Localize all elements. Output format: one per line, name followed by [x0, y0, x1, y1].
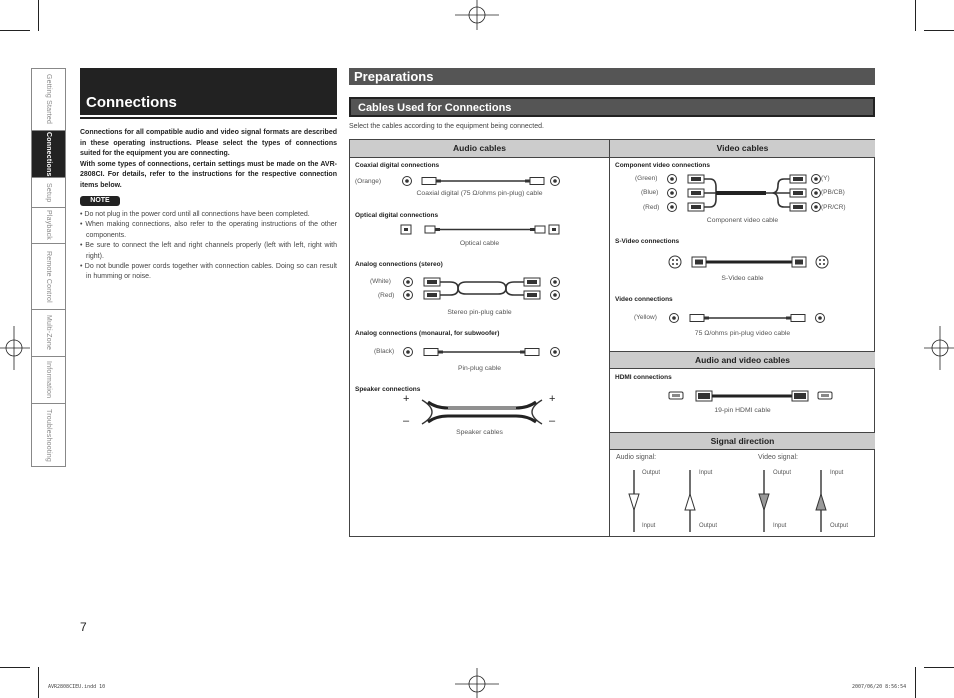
- list-item: • Be sure to connect the left and right channels properly (left with left, right with right).: [80, 242, 337, 260]
- audio-output-label-2: Output: [699, 523, 718, 529]
- component-pr: (PR/CR): [821, 204, 846, 211]
- audio-signal-label: Audio signal:: [616, 454, 657, 461]
- tab-label: Remote Control: [45, 250, 52, 303]
- tab-label: Playback: [45, 210, 52, 241]
- registration-mark-right: [924, 326, 954, 370]
- registration-mark-bottom: [455, 668, 499, 698]
- crop-mark: [924, 667, 954, 668]
- stereo-cable-diagram: [402, 276, 562, 302]
- optical-label: Optical digital connections: [355, 212, 439, 219]
- cables-header: [349, 97, 875, 117]
- list-item: • Do not bundle power cords together with connection cables. Doing so can result in humming or noise.: [80, 263, 337, 281]
- optical-cable-diagram: [400, 224, 570, 236]
- stereo-caption: Stereo pin-plug cable: [447, 309, 512, 316]
- tab-troubleshooting[interactable]: [31, 404, 66, 467]
- av-cables-header: Audio and video cables: [610, 351, 875, 369]
- video-output-label-2: Output: [830, 523, 849, 529]
- coaxial-cable-diagram: [400, 174, 570, 188]
- composite-color: (Yellow): [634, 314, 657, 321]
- composite-label: Video connections: [615, 296, 673, 303]
- intro-paragraph: With some types of connections, certain settings must be made on the AVR-2808CI. For details, refer to the instructions for the respective connection items below.: [80, 160, 337, 189]
- audio-input-label-2: Input: [642, 523, 656, 529]
- crop-mark: [915, 0, 916, 31]
- crop-mark: [38, 0, 39, 31]
- crop-mark: [0, 30, 30, 31]
- mono-cable-diagram: [402, 345, 562, 359]
- video-input-label-2: Input: [773, 523, 787, 529]
- speaker-caption: Speaker cables: [456, 429, 503, 436]
- tab-setup[interactable]: [31, 178, 66, 208]
- composite-caption: 75 Ω/ohms pin-plug video cable: [694, 330, 791, 337]
- audio-output-label-1: Output: [642, 470, 661, 476]
- mono-caption: Pin-plug cable: [457, 365, 502, 372]
- audio-arrow-up: [682, 470, 704, 534]
- select-note: Select the cables according to the equipment being connected.: [349, 123, 544, 130]
- component-pb: (PB/CB): [821, 189, 845, 196]
- svideo-label: S-Video connections: [615, 238, 680, 245]
- speaker-minus-right: –: [549, 415, 556, 427]
- video-cables-header: Video cables: [610, 140, 875, 158]
- mono-label: Analog connections (monaural, for subwoofer): [355, 330, 500, 337]
- component-cable-diagram: [666, 173, 821, 215]
- page-title: Connections: [86, 94, 177, 111]
- preparations-header: [349, 68, 875, 85]
- svideo-cable-diagram: [668, 254, 830, 270]
- svideo-caption: S-Video cable: [721, 275, 764, 282]
- tab-label: Getting Started: [45, 74, 52, 125]
- component-red: (Red): [643, 204, 660, 211]
- cables-header-inner: [352, 100, 872, 114]
- component-blue: (Blue): [641, 189, 659, 196]
- speaker-plus-left: +: [403, 393, 410, 405]
- tab-label: Multi-Zone: [45, 315, 52, 351]
- tab-label: Troubleshooting: [45, 408, 52, 462]
- crop-mark: [915, 667, 916, 698]
- video-arrow-down: [756, 470, 778, 534]
- tab-label: Connections: [45, 131, 52, 177]
- footer-date: 2007/06/20 8:56:54: [852, 684, 907, 690]
- component-green: (Green): [635, 175, 658, 182]
- table-divider: [609, 140, 610, 537]
- optical-caption: Optical cable: [459, 240, 500, 247]
- connections-header: [80, 68, 337, 115]
- crop-mark: [0, 667, 30, 668]
- subsection-title: Cables Used for Connections: [358, 102, 512, 114]
- registration-mark-left: [0, 326, 30, 370]
- note-list: [80, 210, 337, 283]
- video-input-label-1: Input: [830, 470, 844, 476]
- stereo-white-label: (White): [370, 278, 391, 285]
- signal-direction-header: Signal direction: [610, 432, 875, 450]
- speaker-plus-right: +: [549, 393, 556, 405]
- intro-paragraph: Connections for all compatible audio and video signal formats are described in these operating instructions. Please select the types of connections suited for the equipment you are connecting.: [80, 129, 337, 158]
- hdmi-label: HDMI connections: [615, 374, 672, 381]
- audio-input-label-1: Input: [699, 470, 713, 476]
- crop-mark: [924, 30, 954, 31]
- intro-text: [80, 128, 337, 192]
- component-label: Component video connections: [615, 162, 710, 169]
- speaker-minus-left: –: [403, 415, 410, 427]
- registration-mark-top: [455, 0, 499, 30]
- section-title: Preparations: [354, 69, 434, 84]
- tab-getting-started[interactable]: [31, 68, 66, 131]
- tab-label: Information: [45, 361, 52, 399]
- speaker-cable-diagram: [418, 398, 546, 426]
- crop-mark: [38, 667, 39, 698]
- hdmi-caption: 19-pin HDMI cable: [714, 407, 771, 414]
- audio-arrow-down: [626, 470, 648, 534]
- stereo-label: Analog connections (stereo): [355, 261, 443, 268]
- tab-information[interactable]: [31, 357, 66, 404]
- audio-cables-header: Audio cables: [350, 140, 609, 158]
- coaxial-color: (Orange): [355, 178, 382, 185]
- note-badge: NOTE: [80, 196, 120, 206]
- tab-playback[interactable]: [31, 208, 66, 244]
- coaxial-caption: Coaxial digital (75 Ω/ohms pin-plug) cable: [416, 190, 543, 197]
- side-tab-nav: [31, 68, 66, 467]
- divider: [80, 117, 337, 119]
- list-item: • Do not plug in the power cord until all connections have been completed.: [80, 211, 310, 218]
- video-arrow-up: [813, 470, 835, 534]
- component-caption: Component video cable: [706, 217, 779, 224]
- tab-connections[interactable]: [31, 131, 66, 178]
- cables-table: [349, 139, 875, 537]
- stereo-red-label: (Red): [378, 292, 395, 299]
- page-number: 7: [80, 620, 87, 634]
- list-item: • When making connections, also refer to the operating instructions of the other components.: [80, 221, 337, 239]
- tab-label: Setup: [45, 182, 52, 203]
- video-output-label-1: Output: [773, 470, 792, 476]
- video-signal-label: Video signal:: [758, 454, 798, 461]
- hdmi-cable-diagram: [668, 389, 834, 403]
- footer-file: AVR2808CIEU.indd 10: [48, 684, 106, 690]
- tab-multi-zone[interactable]: [31, 310, 66, 357]
- coaxial-label: Coaxial digital connections: [355, 162, 440, 169]
- mono-color: (Black): [374, 348, 395, 355]
- speaker-label: Speaker connections: [355, 386, 421, 393]
- tab-remote-control[interactable]: [31, 244, 66, 310]
- composite-cable-diagram: [668, 311, 828, 325]
- component-y: (Y): [821, 175, 830, 182]
